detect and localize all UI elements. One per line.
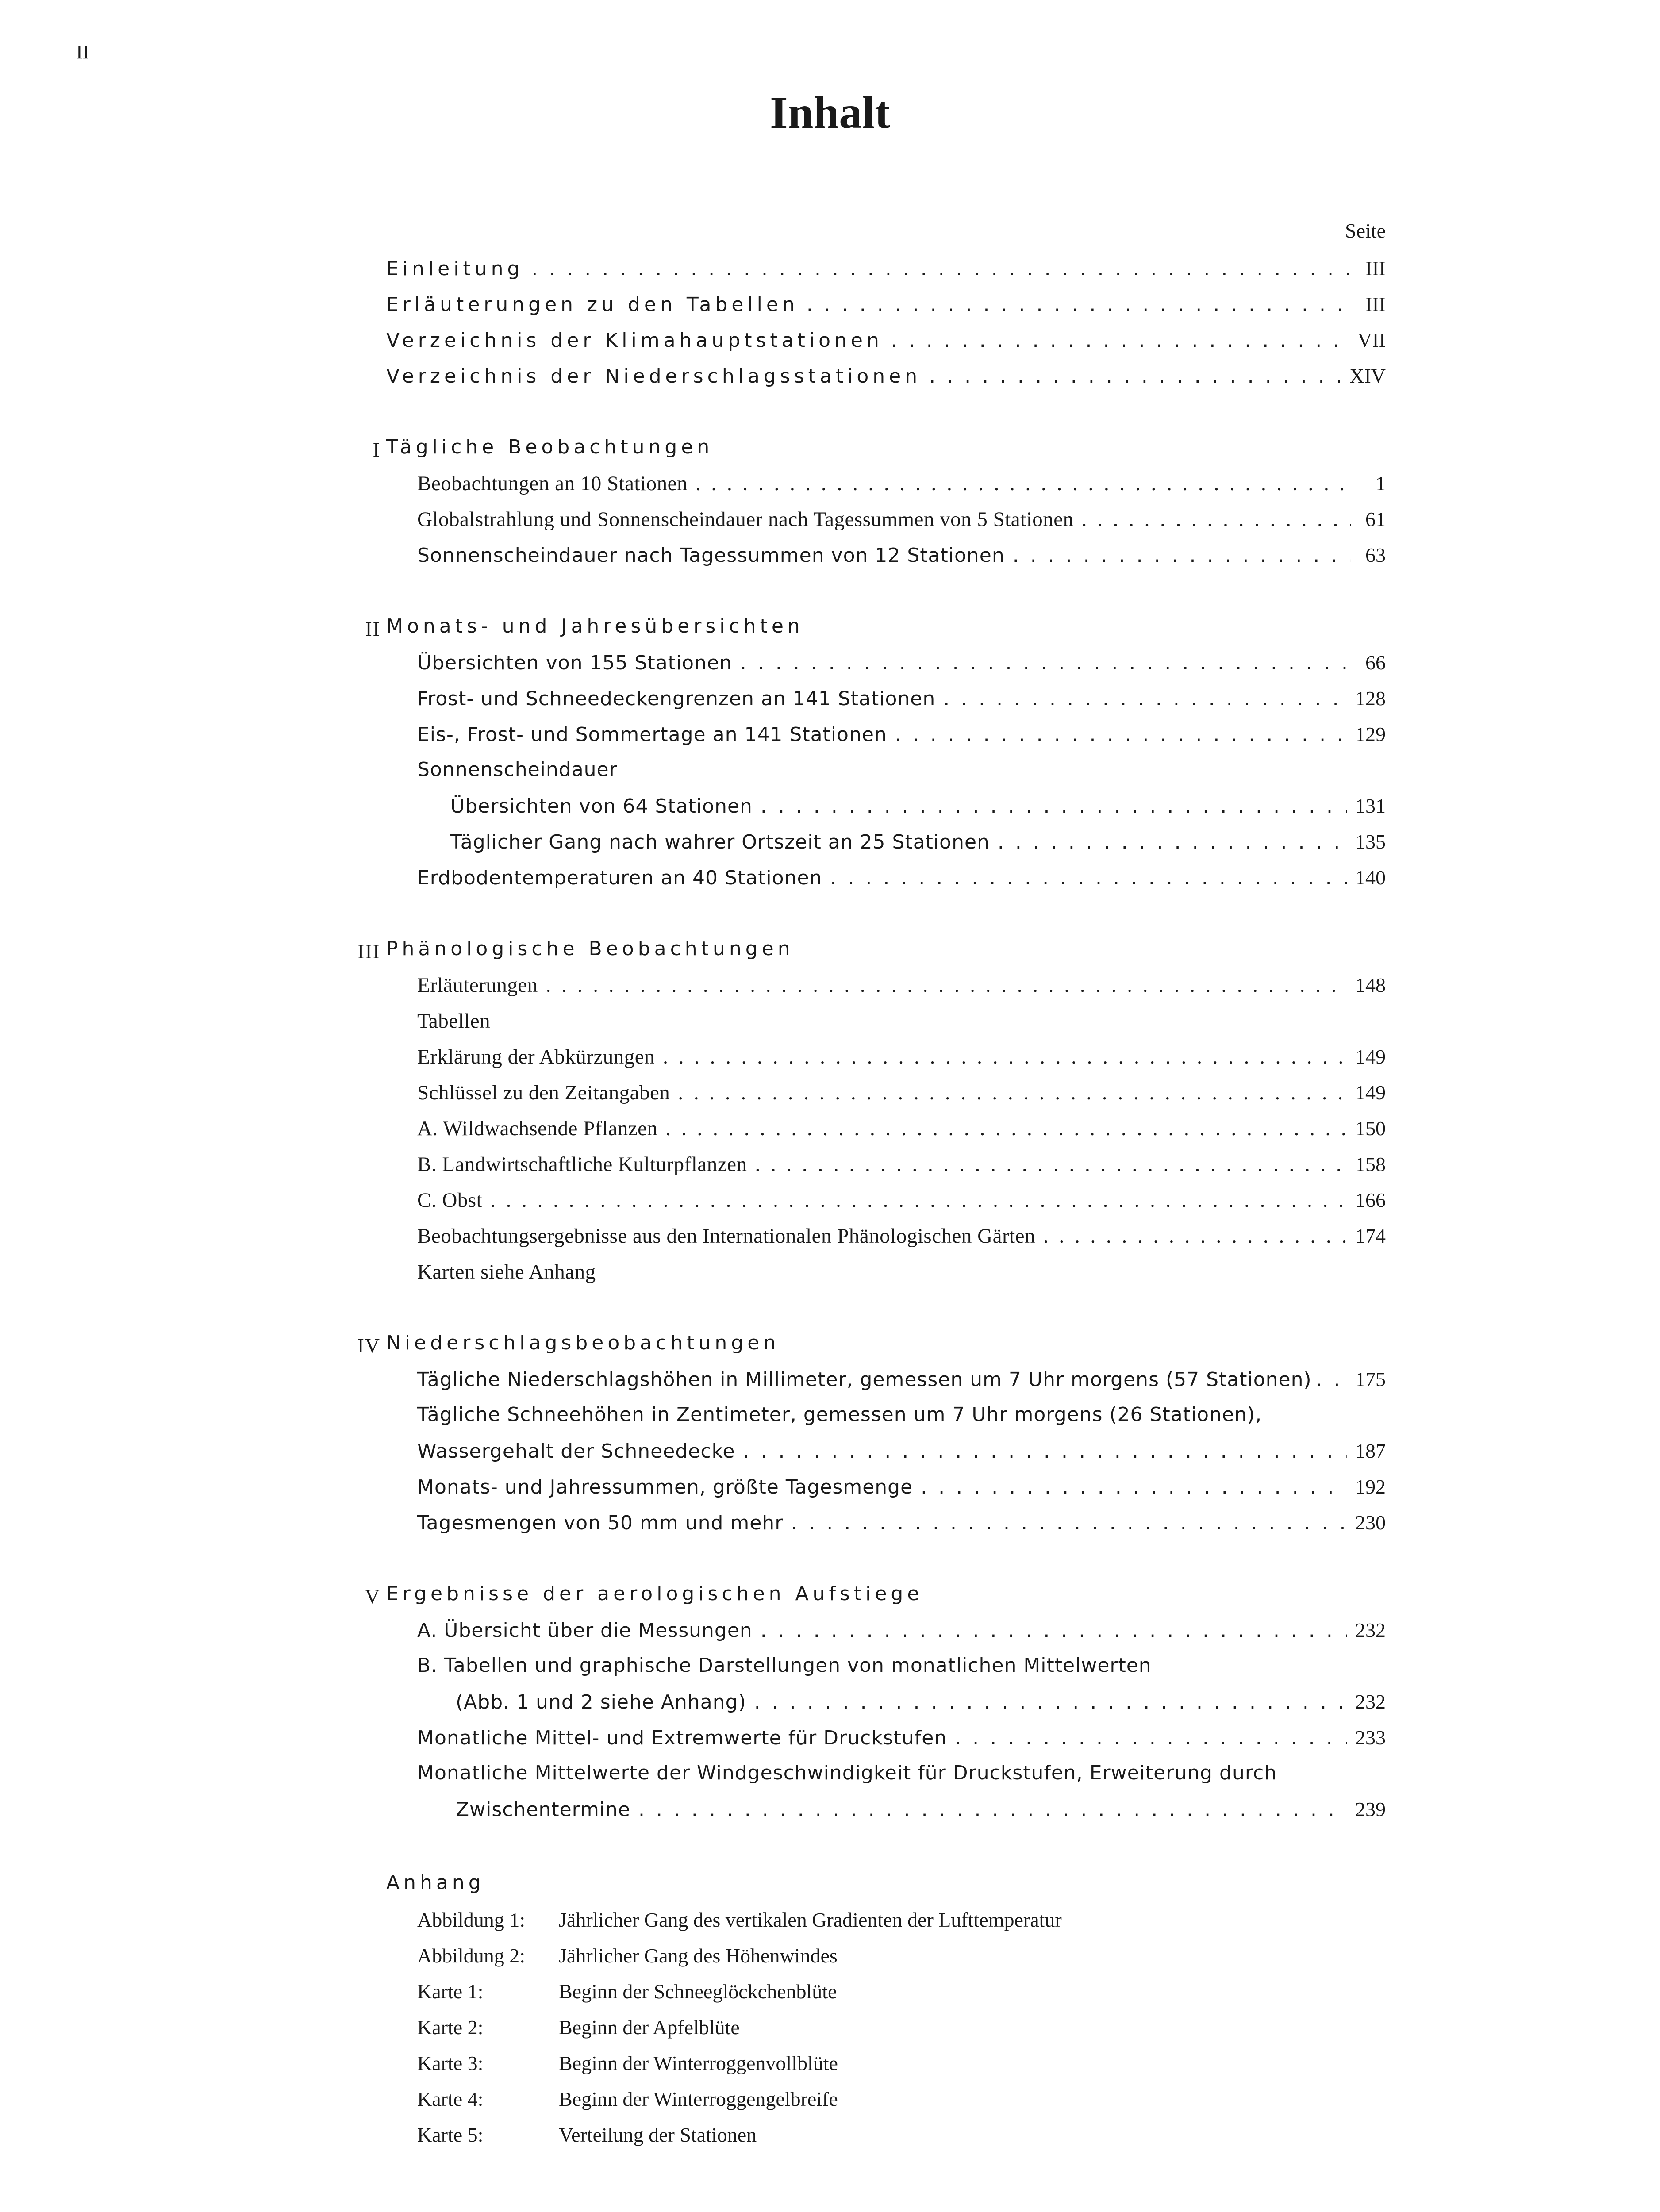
appendix-key: Karte 1: [417, 1980, 484, 2003]
toc-row [386, 364, 1386, 399]
toc-row [417, 472, 1386, 507]
dot-leader [929, 365, 1341, 388]
toc-label: A. Übersicht über die Messungen [417, 1619, 753, 1642]
toc-label: Verzeichnis der Klimahauptstationen [386, 329, 883, 352]
toc-page: 150 [1355, 1117, 1386, 1140]
toc-label: Tagesmengen von 50 mm und mehr [417, 1512, 784, 1534]
toc-page: 239 [1355, 1798, 1386, 1820]
toc-page: III [1365, 257, 1386, 280]
dot-leader [998, 831, 1347, 853]
appendix-value: Beginn der Winterroggenvollblüte [559, 2052, 838, 2074]
appendix-item [417, 2087, 838, 2111]
toc-page: 233 [1355, 1726, 1386, 1749]
appendix-value: Verteilung der Stationen [559, 2124, 757, 2146]
toc-label: Beobachtungen an 10 Stationen [417, 472, 688, 495]
toc-row [417, 1367, 1386, 1403]
toc-row [417, 1726, 1386, 1761]
toc-label: A. Wildwachsende Pflanzen [417, 1117, 658, 1140]
toc-row [386, 257, 1386, 292]
section-title: Phänologische Beobachtungen [386, 937, 794, 960]
toc-label: Zwischentermine [456, 1798, 630, 1821]
section-heading [386, 615, 1386, 650]
dot-leader [490, 1188, 1347, 1212]
appendix-key: Abbildung 2: [417, 1944, 526, 1967]
toc-row [417, 1045, 1386, 1080]
appendix-value: Jährlicher Gang des Höhenwindes [559, 1944, 838, 1967]
toc-row [417, 1439, 1386, 1475]
toc-row [417, 758, 1386, 794]
toc-label: Erläuterungen zu den Tabellen [386, 293, 799, 316]
toc-label: Verzeichnis der Niederschlagsstationen [386, 365, 922, 388]
toc-page: 131 [1355, 795, 1386, 817]
toc-page: 140 [1355, 866, 1386, 889]
toc-row [417, 1117, 1386, 1152]
dot-leader [1043, 1224, 1347, 1248]
toc-page: III [1365, 293, 1386, 315]
dot-leader [743, 1440, 1348, 1463]
toc-page: 135 [1355, 830, 1386, 853]
toc-row [417, 1224, 1386, 1260]
dot-leader [740, 652, 1351, 674]
dot-leader [943, 687, 1347, 710]
toc-label: Tägliche Schneehöhen in Zentimeter, gemessen um 7 Uhr morgens (26 Stationen), [417, 1403, 1262, 1426]
toc-page: 129 [1355, 723, 1386, 745]
toc-page: 149 [1355, 1081, 1386, 1104]
toc-label: Monats- und Jahressummen, größte Tagesmenge [417, 1476, 913, 1498]
toc-label: Erklärung der Abkürzungen [417, 1045, 655, 1068]
toc-row [417, 1081, 1386, 1116]
dot-leader [761, 795, 1347, 818]
appendix-item [417, 1980, 837, 2003]
section-title: Tägliche Beobachtungen [386, 436, 714, 458]
appendix-value: Beginn der Schneeglöckchenblüte [559, 1980, 837, 2003]
toc-row [417, 722, 1386, 758]
section-heading [386, 937, 1386, 973]
section-heading [386, 436, 1386, 471]
toc-label: Globalstrahlung und Sonnenscheindauer nach Tagessummen von 5 Stationen [417, 508, 1074, 531]
dot-leader [755, 1152, 1347, 1176]
appendix-value: Beginn der Winterroggengelbreife [559, 2088, 838, 2110]
appendix-key: Karte 3: [417, 2052, 484, 2074]
appendix-key: Karte 4: [417, 2088, 484, 2110]
page-number: II [76, 41, 89, 63]
toc-label: Beobachtungsergebnisse aus den Internationalen Phänologischen Gärten [417, 1225, 1036, 1248]
toc-label: Sonnenscheindauer [417, 758, 618, 781]
toc-label: Karten siehe Anhang [417, 1260, 596, 1283]
toc-label: Erdbodentemperaturen an 40 Stationen [417, 867, 822, 889]
toc-row [417, 1618, 1386, 1654]
toc-label: Monatliche Mittelwerte der Windgeschwindigkeit für Druckstufen, Erweiterung durch [417, 1762, 1277, 1784]
dot-leader [666, 1117, 1347, 1141]
toc-page: XIV [1349, 365, 1386, 387]
dot-leader [696, 472, 1351, 495]
toc-page: 175 [1355, 1368, 1386, 1390]
dot-leader [754, 1691, 1347, 1713]
toc-label: Übersichten von 64 Stationen [450, 795, 753, 818]
toc-page: 1 [1376, 472, 1386, 495]
toc-label: C. Obst [417, 1189, 483, 1212]
page-title: Inhalt [770, 87, 890, 138]
toc-label: B. Landwirtschaftliche Kulturpflanzen [417, 1153, 747, 1176]
appendix-value: Jährlicher Gang des vertikalen Gradienten der Lufttemperatur [559, 1909, 1062, 1931]
toc-page: 128 [1355, 687, 1386, 710]
toc-row [417, 651, 1386, 686]
appendix-item [417, 2123, 757, 2147]
dot-leader [791, 1512, 1347, 1534]
appendix-value: Beginn der Apfelblüte [559, 2016, 740, 2039]
toc-label: Sonnenscheindauer nach Tagessummen von 12 Stationen [417, 544, 1005, 567]
toc-row [417, 973, 1386, 1009]
dot-leader [1082, 507, 1351, 531]
section-heading [386, 1332, 1386, 1367]
toc-row [417, 1403, 1386, 1439]
dot-leader [955, 1727, 1347, 1749]
toc-page: 149 [1355, 1045, 1386, 1068]
appendix-key: Karte 2: [417, 2016, 484, 2039]
toc-page: 187 [1355, 1440, 1386, 1462]
appendix-item [417, 2051, 838, 2075]
toc-row [386, 292, 1386, 328]
toc-page: VII [1357, 329, 1386, 351]
appendix-key: Karte 5: [417, 2124, 484, 2146]
toc-row [417, 1009, 1386, 1045]
dot-leader [895, 723, 1347, 746]
toc-row [417, 543, 1386, 579]
toc-label: Erläuterungen [417, 974, 538, 997]
dot-leader [678, 1081, 1347, 1105]
dot-leader [546, 973, 1347, 997]
toc-label: B. Tabellen und graphische Darstellungen von monatlichen Mittelwerten [417, 1654, 1152, 1677]
toc-row [417, 1654, 1386, 1690]
toc-page: 61 [1365, 508, 1386, 530]
toc-row [417, 1762, 1386, 1797]
toc-row [417, 1511, 1386, 1546]
toc-page: 232 [1355, 1690, 1386, 1713]
page-column-header: Seite [1345, 219, 1386, 242]
toc-row [417, 866, 1386, 901]
toc-row [386, 328, 1386, 364]
toc-label: Frost- und Schneedeckengrenzen an 141 Stationen [417, 687, 936, 710]
dot-leader [1013, 544, 1351, 567]
toc-page: 192 [1355, 1475, 1386, 1498]
section-number: IV [357, 1334, 380, 1357]
toc-page: 166 [1355, 1189, 1386, 1211]
toc-label: (Abb. 1 und 2 siehe Anhang) [456, 1691, 746, 1713]
section-title: Monats- und Jahresübersichten [386, 615, 804, 637]
section-number: V [365, 1585, 380, 1608]
toc-row [417, 1152, 1386, 1188]
appendix-item [417, 1944, 838, 1967]
toc-label: Schlüssel zu den Zeitangaben [417, 1081, 670, 1104]
toc-label: Tabellen [417, 1010, 491, 1033]
section-title: Niederschlagsbeobachtungen [386, 1332, 780, 1354]
appendix-key: Abbildung 1: [417, 1909, 526, 1931]
section-heading [386, 1582, 1386, 1618]
dot-leader [807, 293, 1351, 316]
toc-row [417, 1188, 1386, 1224]
toc-page: 174 [1355, 1225, 1386, 1247]
toc-row [417, 1260, 1386, 1295]
dot-leader [921, 1476, 1347, 1498]
toc-page: 158 [1355, 1153, 1386, 1175]
dot-leader [663, 1045, 1347, 1069]
section-title: Ergebnisse der aerologischen Aufstiege [386, 1582, 923, 1605]
section-heading [386, 1871, 1386, 1907]
toc-label: Wassergehalt der Schneedecke [417, 1440, 735, 1463]
toc-label: Tägliche Niederschlagshöhen in Millimeter, gemessen um 7 Uhr morgens (57 Stationen) [417, 1368, 1312, 1391]
toc-label: Übersichten von 155 Stationen [417, 652, 732, 674]
dot-leader [1316, 1368, 1351, 1391]
toc-page: 63 [1365, 544, 1386, 566]
toc-row [456, 1690, 1386, 1725]
toc-page: 148 [1355, 974, 1386, 996]
dot-leader [830, 867, 1347, 889]
dot-leader [531, 257, 1351, 280]
toc-row [417, 507, 1386, 543]
section-number: I [373, 438, 380, 461]
appendix-item [417, 2016, 740, 2039]
toc-row [456, 1797, 1386, 1833]
dot-leader [638, 1798, 1347, 1821]
section-number: III [357, 940, 380, 963]
toc-row [417, 687, 1386, 722]
section-title: Anhang [386, 1871, 485, 1894]
toc-row [450, 830, 1386, 865]
dot-leader [891, 329, 1349, 352]
toc-page: 230 [1355, 1511, 1386, 1534]
toc-label: Täglicher Gang nach wahrer Ortszeit an 25 Stationen [450, 831, 990, 853]
toc-label: Eis-, Frost- und Sommertage an 141 Stationen [417, 723, 887, 746]
toc-page: 232 [1355, 1619, 1386, 1641]
toc-page: 66 [1365, 651, 1386, 674]
toc-label: Einleitung [386, 257, 524, 280]
dot-leader [761, 1619, 1347, 1642]
appendix-item [417, 1908, 1062, 1932]
section-number: II [365, 618, 380, 640]
toc-row [417, 1475, 1386, 1510]
toc-label: Monatliche Mittel- und Extremwerte für Druckstufen [417, 1727, 947, 1749]
toc-row [450, 794, 1386, 830]
